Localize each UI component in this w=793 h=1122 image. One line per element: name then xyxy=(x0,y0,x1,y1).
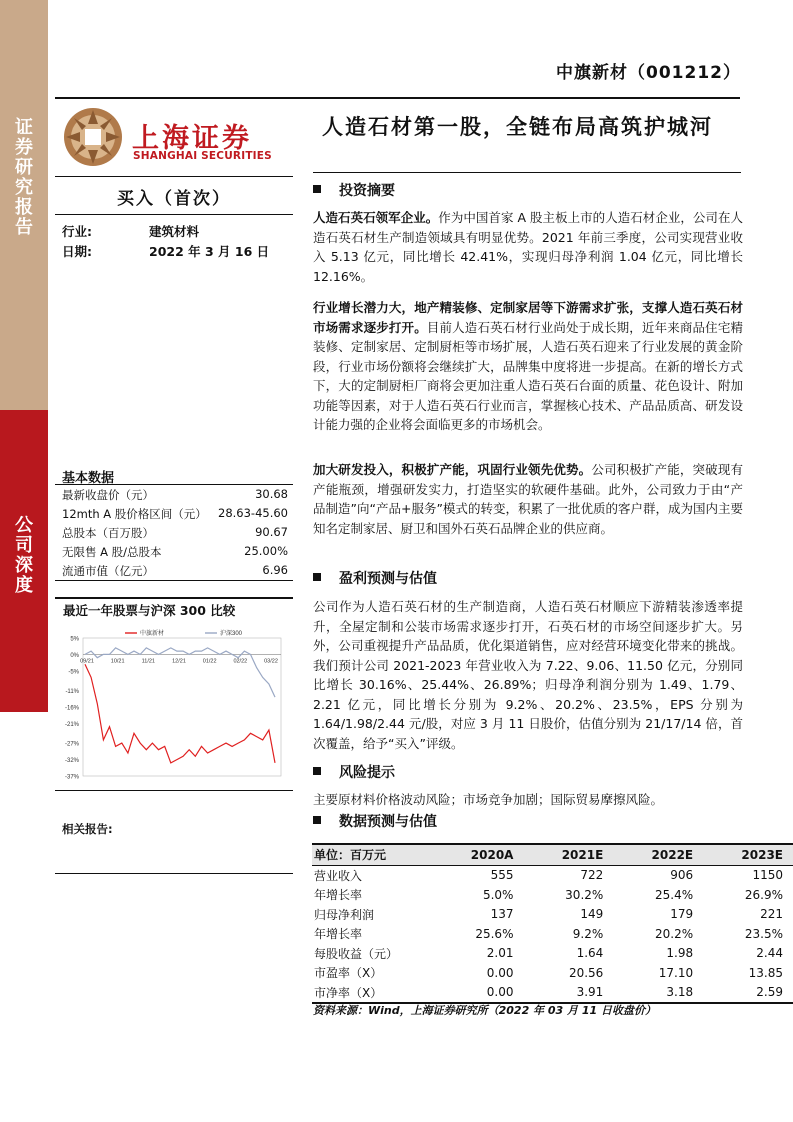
header-rule xyxy=(55,97,740,99)
risk-text: 主要原材料价格波动风险；市场竞争加剧；国际贸易摩擦风险。 xyxy=(313,792,664,807)
chart-rule-top xyxy=(55,597,293,599)
table-row: 年增长率 5.0% 30.2% 25.4% 26.9% xyxy=(314,887,783,903)
basic-data-rule-bottom xyxy=(55,580,293,581)
summary-heading: 投资摘要 xyxy=(313,180,395,200)
y-tick-label: -16% xyxy=(64,705,79,712)
table-col-header: 2022E xyxy=(613,844,703,865)
bullet-square-icon xyxy=(313,185,321,193)
basic-data-row: 最新收盘价（元） 30.68 xyxy=(62,487,288,502)
x-tick-label: 10/21 xyxy=(110,658,125,665)
risk-heading: 风险提示 xyxy=(313,762,395,782)
legend-label: 中旗新材 xyxy=(140,631,165,637)
table-row: 营业收入 555 722 906 1150 xyxy=(314,868,783,883)
table-row: 市盈率（X） 0.00 20.56 17.10 13.85 xyxy=(314,965,783,981)
basic-data-row: 总股本（百万股） 90.67 xyxy=(62,525,288,540)
date-label: 日期: xyxy=(62,244,92,259)
industry-value: 建筑材料 xyxy=(149,224,200,239)
sidebar-top-label: 证券研究报告 xyxy=(15,117,33,238)
industry-label: 行业: xyxy=(62,224,92,239)
x-tick-label: 12/21 xyxy=(172,658,186,665)
y-tick-label: -27% xyxy=(64,741,79,748)
x-tick-label: 02/22 xyxy=(233,658,248,665)
table-row: 市净率（X） 0.00 3.91 3.18 2.59 xyxy=(312,983,793,1004)
x-tick-label: 09/21 xyxy=(80,658,94,665)
summary-paragraph-1: 人造石英石领军企业。作为中国首家 A 股主板上市的人造石材企业，公司在人造石英石材生产制造领域具有明显优势。2021 年前三季度，公司实现营业收入 5.13 亿元，同比增长 42.41%，实现归母净利润 1.04 亿元，同比增长 12.16%。 xyxy=(313,210,743,284)
related-reports-label: 相关报告: xyxy=(62,822,113,836)
basic-data-rule-top xyxy=(55,484,293,485)
y-tick-label: -32% xyxy=(64,758,79,765)
y-tick-label: -11% xyxy=(65,689,79,696)
forecast-paragraph: 公司作为人造石英石材的生产制造商，人造石英石材顺应下游精装渗透率提升，全屋定制和公装市场需求逐步打开，石英石材的市场空间逐步扩大。另外，公司重视提升产品品质，优化渠道销售，应对经营环境变化带来的挑战。我们预计公司 2021-2023 年营业收入为 7.22、9.06、11.50 亿元，分别同比增长 30.16%、25.44%、26.89%；归母净利润分别为 1.49、1.79、2.21 亿元，同比增长分别为 9.2%、20.2%、23.5%，EPS 分别为 1.64/1.98/2.44 元/股，对应 3 月 11 日股价，估值分别为 21/17/14 倍，首次覆盖，给予“买入”评级。 xyxy=(313,599,743,751)
bullet-square-icon xyxy=(313,816,321,824)
logo-icon xyxy=(62,106,124,172)
table-row: 每股收益（元） 2.01 1.64 1.98 2.44 xyxy=(314,946,783,961)
bullet-square-icon xyxy=(313,767,321,775)
report-title: 人造石材第一股，全链布局高筑护城河 xyxy=(322,115,713,139)
left-rule-top xyxy=(55,176,293,177)
series-line-index xyxy=(85,648,275,697)
y-tick-label: 0% xyxy=(70,652,79,659)
summary-paragraph-3: 加大研发投入，积极扩产能，巩固行业领先优势。公司积极扩产能，突破现有产能瓶颈，增强研发实力，打造坚实的软硬件基础。此外，公司致力于由“产品制造”向“产品+服务”模式的转变，积累了一批优质的客户群，成为国内主要知名定制家居、厨卫和国外石英石品牌企业的供应商。 xyxy=(313,462,743,536)
basic-data-row: 流通市值（亿元） 6.96 xyxy=(62,563,288,578)
table-heading: 数据预测与估值 xyxy=(313,811,437,831)
logo-text-cn: 上海证券 xyxy=(132,123,252,154)
forecast-heading: 盈利预测与估值 xyxy=(313,568,437,588)
sidebar-mid-label: 公司深度 xyxy=(15,515,33,596)
summary-paragraph-2: 行业增长潜力大，地产精装修、定制家居等下游需求扩张，支撑人造石英石材市场需求逐步打开。目前人造石英石材行业尚处于成长期，近年来商品住宅精装修、定制家居、定制厨柜等市场扩展，人造石英石迎来了行业发展的黄金阶段，行业市场份额将会继续扩大，品牌集中度将进一步提高。在新的增长方式下，大的定制厨柜厂商将会更加注重人造石英石台面的质量、花色设计、附加功能等因素，对于人造石英石行业而言，掌握核心技术、产品品质高、研发设计能力强的企业将会面临更多的市场机会。 xyxy=(313,300,743,432)
date-value: 2022 年 3 月 16 日 xyxy=(149,244,270,259)
bullet-square-icon xyxy=(313,573,321,581)
series-line-stock xyxy=(85,664,275,763)
x-tick-label: 01/22 xyxy=(202,658,217,665)
company-name: 中旗新材（001212） xyxy=(556,63,741,83)
title-rule xyxy=(313,172,741,173)
table-unit-label: 单位：百万元 xyxy=(312,844,434,865)
related-rule xyxy=(55,873,293,874)
basic-data-title: 基本数据 xyxy=(62,471,115,486)
table-source: 资料来源：Wind，上海证券研究所（2022 年 03 月 11 日收盘价） xyxy=(313,1004,656,1017)
table-row: 归母净利润 137 149 179 221 xyxy=(314,907,783,922)
y-tick-label: 5% xyxy=(70,636,79,643)
y-tick-label: -5% xyxy=(68,669,79,676)
stock-comparison-chart xyxy=(55,624,293,784)
table-col-header: 2020A xyxy=(434,844,524,865)
logo-text-en: SHANGHAI SECURITIES xyxy=(133,150,272,162)
rating: 买入（首次） xyxy=(117,189,231,209)
y-tick-label: -37% xyxy=(64,774,79,781)
legend-label: 沪深300 xyxy=(220,631,243,637)
chart-rule-bottom xyxy=(55,790,293,791)
forecast-table xyxy=(312,843,793,1004)
y-tick-label: -21% xyxy=(64,721,79,728)
table-header-row xyxy=(312,844,793,865)
rating-rule xyxy=(55,214,293,215)
basic-data-row: 12mth A 股价格区间（元） 28.63-45.60 xyxy=(62,506,288,521)
x-tick-label: 11/21 xyxy=(141,658,156,665)
table-col-header: 2021E xyxy=(523,844,613,865)
x-tick-label: 03/22 xyxy=(264,658,278,665)
chart-title: 最近一年股票与沪深 300 比较 xyxy=(63,603,236,618)
table-col-header: 2023E xyxy=(703,844,793,865)
table-row: 年增长率 25.6% 9.2% 20.2% 23.5% xyxy=(314,926,783,942)
basic-data-row: 无限售 A 股/总股本 25.00% xyxy=(62,544,288,559)
